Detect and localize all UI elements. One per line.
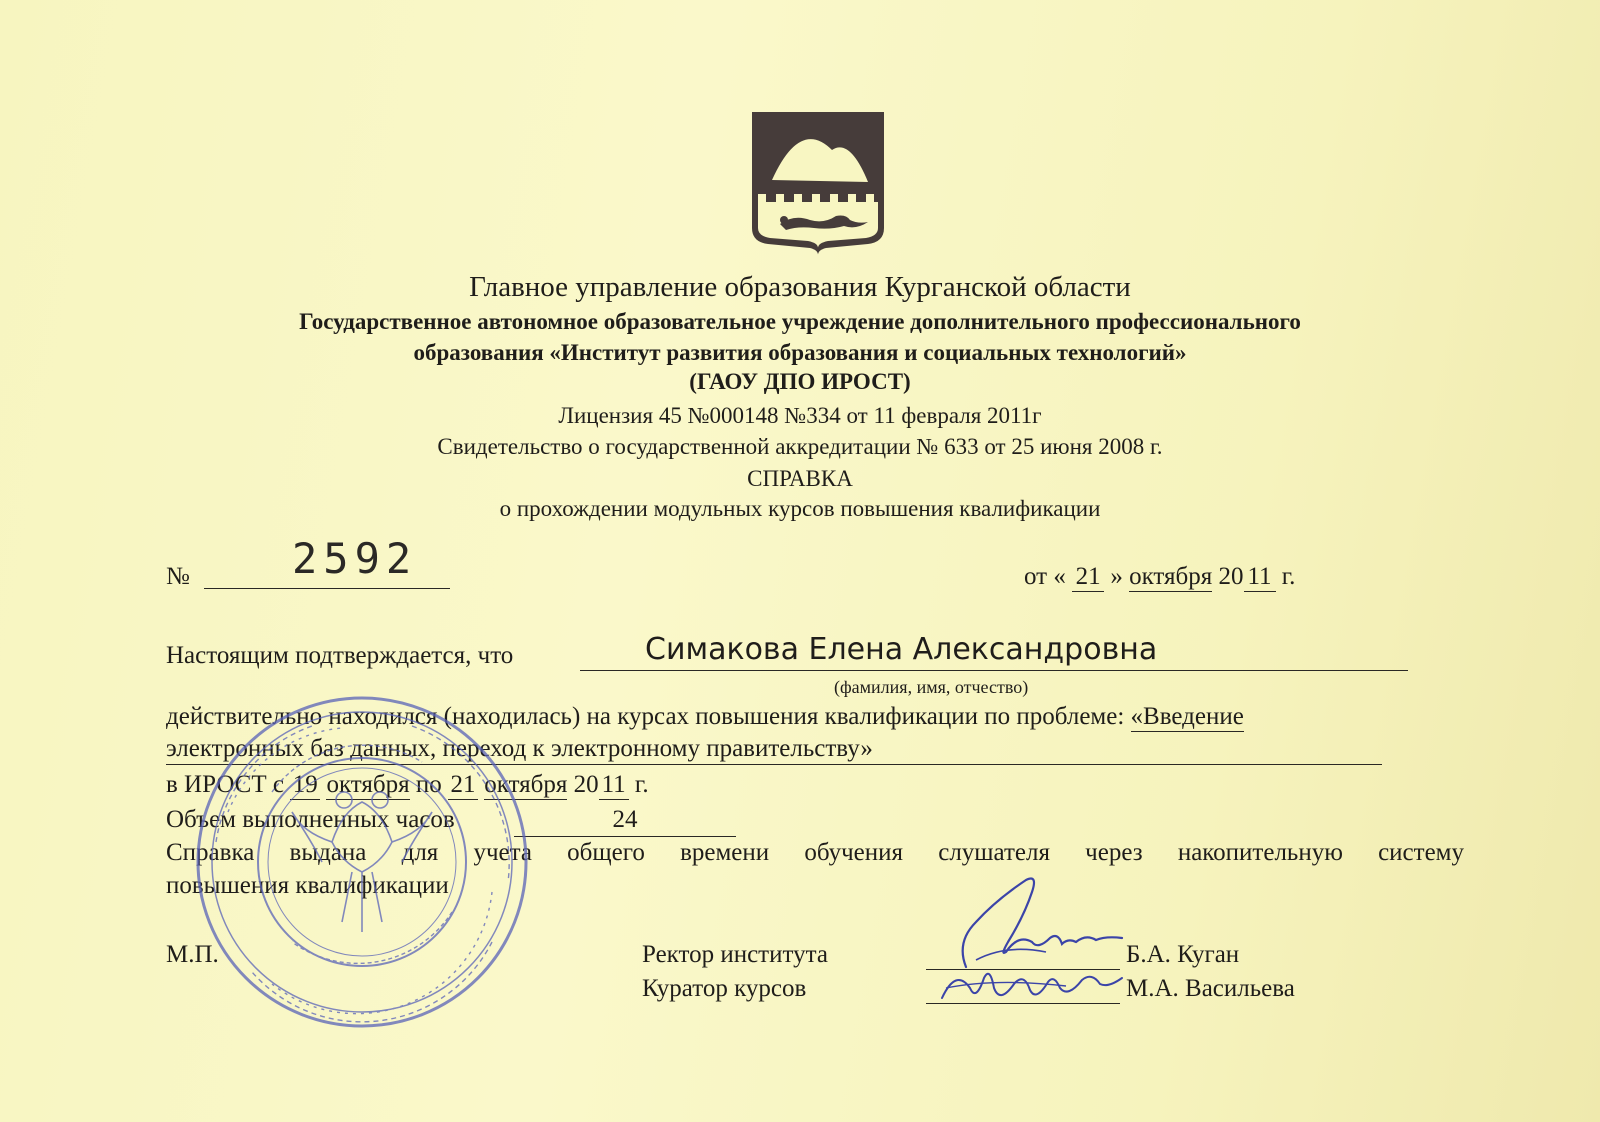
department-name: Главное управление образования Курганской области	[469, 271, 1131, 303]
person-name: Симакова Елена Александровна	[645, 632, 1158, 667]
period-suffix: г.	[634, 771, 649, 798]
period-from-month: октября	[326, 771, 410, 798]
coat-of-arms-icon	[750, 110, 886, 255]
course-topic-end: электронных баз данных, переход к электронному правительству»	[166, 735, 873, 762]
course-text: действительно находился (находилась) на курсах повышения квалификации по проблеме:	[166, 703, 1125, 730]
number-label: №	[166, 563, 190, 590]
purpose-line-1: Справка выдана для учета общего времени обучения слушателя через накопительную систему	[166, 839, 1464, 866]
number-field	[204, 528, 450, 589]
license-info: Лицензия 45 №000148 №334 от 11 февраля 2011г	[558, 403, 1042, 428]
rector-name: Б.А. Куган	[1126, 941, 1240, 968]
curator-title: Куратор курсов	[642, 975, 807, 1002]
curator-signature-icon	[936, 958, 1126, 1018]
period-year-prefix: 20	[573, 771, 599, 798]
date-day: 21	[1072, 563, 1104, 592]
institution-line-2: образования «Институт развития образования и социальных технологий»	[413, 340, 1187, 365]
period-from-day: 19	[290, 771, 320, 800]
accreditation-info: Свидетельство о государственной аккредитации № 633 от 25 июня 2008 г.	[437, 434, 1163, 459]
hours-field	[514, 806, 736, 837]
official-stamp-icon	[192, 692, 532, 1032]
rector-title: Ректор института	[642, 941, 828, 968]
hours-value: 24	[612, 806, 638, 833]
date-year-prefix: 20	[1218, 563, 1244, 590]
document-title: СПРАВКА	[747, 466, 853, 491]
course-topic-start: «Введение	[1130, 703, 1244, 730]
period-to-day: 21	[448, 771, 478, 800]
date-year-suffix: 11	[1244, 563, 1276, 592]
document-subtitle: о прохождении модульных курсов повышения квалификации	[499, 496, 1101, 521]
name-caption: (фамилия, имя, отчество)	[834, 677, 1029, 697]
date-suffix: г.	[1281, 563, 1296, 590]
date-month: октября	[1129, 563, 1213, 590]
name-underline	[580, 670, 1408, 671]
period-year-suffix: 11	[599, 771, 629, 800]
institution-line-1: Государственное автономное образовательное учреждение дополнительного профессионального	[299, 309, 1301, 334]
curator-name: М.А. Васильева	[1126, 975, 1295, 1002]
period-prefix: в ИРОСТ с	[166, 771, 284, 798]
institution-abbreviation: (ГАОУ ДПО ИРОСТ)	[689, 369, 911, 394]
hours-label: Объем выполненных часов	[166, 806, 455, 833]
seal-label: М.П.	[166, 941, 219, 968]
date-prefix: от «	[1024, 563, 1066, 590]
issue-date	[1024, 563, 1295, 592]
confirmation-intro: Настоящим подтверждается, что	[166, 642, 514, 669]
period-to: по	[415, 771, 442, 798]
number-value: 2592	[292, 534, 418, 583]
period-to-month: октября	[484, 771, 568, 798]
date-quote: »	[1110, 563, 1123, 590]
purpose-line-2: повышения квалификации	[166, 872, 449, 899]
